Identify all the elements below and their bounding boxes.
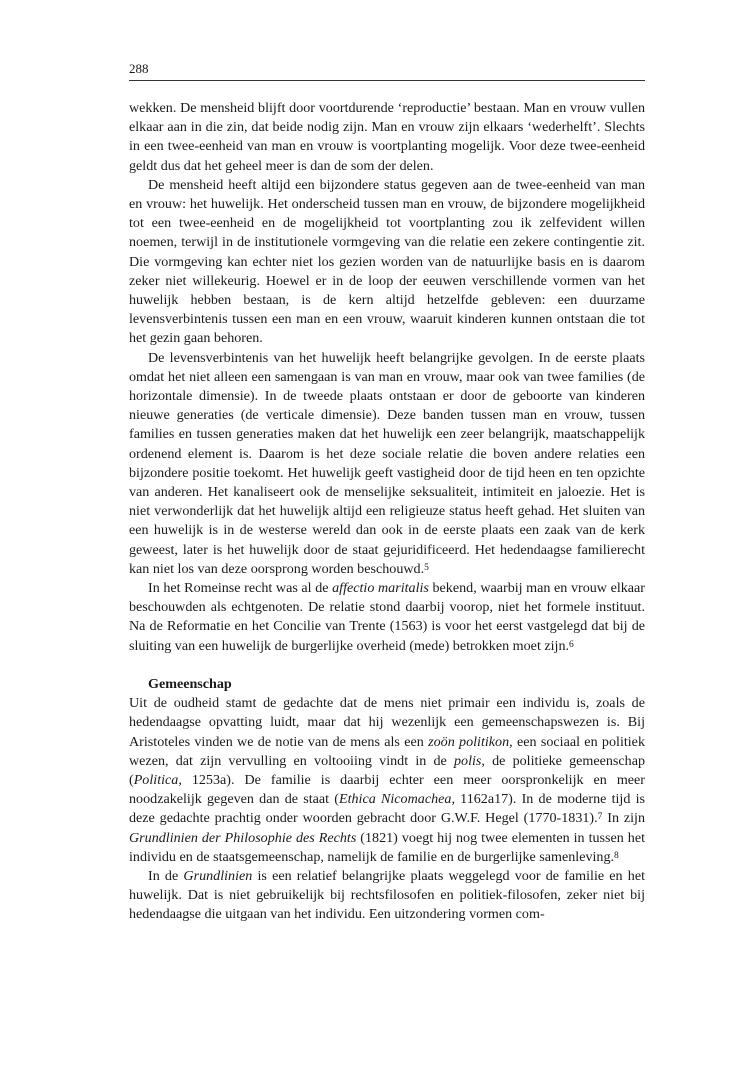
- footnote-marker: 5: [424, 562, 429, 573]
- text-run: bekend, waarbij man en vrouw elkaar beschouwden als echtgenoten. De relatie stond daarbij voorop, niet het formele instituut. Na de Reformatie en het Concilie van Trente (1563) is voor het eerst vastgelegd dat bij de sluiting van een huwelijk de burgerlijke overheid (mede) betrokken moet zijn.: [129, 580, 645, 654]
- footnote-marker: 7: [597, 812, 603, 823]
- text-run: , 1253a). De familie is daarbij echter een meer oorspronkelijk en meer noodzakelijk gegeven dan de staat (: [129, 771, 645, 808]
- paragraph: [129, 176, 645, 349]
- section-heading: Gemeenschap: [148, 675, 232, 692]
- italic-run: Politica: [133, 771, 179, 788]
- paragraph: [129, 99, 645, 176]
- paragraph: [129, 579, 645, 656]
- text-run: , de politieke gemeenschap (: [129, 752, 646, 788]
- paragraph: [129, 867, 645, 925]
- body-text: [129, 99, 645, 925]
- italic-run: zoön politikon: [428, 733, 510, 750]
- text-run: In het Romeinse recht was al de: [148, 580, 333, 597]
- footnote-marker: 8: [614, 850, 619, 861]
- italic-run: Grundlinien der Philosophie des Rechts: [129, 829, 357, 846]
- text-run: , 1162a17). In de moderne tijd is deze gedachte prachtig onder woorden gebracht door G.W.F. Hegel (1770-1831).: [129, 791, 645, 827]
- italic-run: affectio maritalis: [332, 580, 429, 597]
- text-run: (1821) voegt hij nog twee elementen in tussen het individu en de staatsgemeenschap, namelijk de familie en de burgerlijke samenleving.: [129, 829, 646, 865]
- text-run: wekken. De mensheid blijft door voortdurende ‘reproductie’ bestaan. Man en vrouw vullen elkaar aan in die zin, dat beide nodig zijn. Man en vrouw zijn elkaars ‘wederhelft’. Slechts in een twee-eenheid van man en vrouw is voortplanting mogelijk. Voor deze twee-eenheid geldt dus dat het geheel meer is dan de som der delen.: [129, 100, 645, 174]
- italic-run: polis: [453, 752, 482, 769]
- text-run: is een relatief belangrijke plaats weggelegd voor de familie en het huwelijk. Dat is niet gebruikelijk bij rechtsfilosofen en politiek-filosofen, zeker niet bij hedendaagse die uitgaan van het individu. Een uitzondering vormen com-: [129, 867, 645, 923]
- text-run: In zijn: [602, 810, 645, 827]
- footnote-marker: 6: [569, 639, 574, 650]
- italic-run: Grundlinien: [183, 867, 253, 884]
- text-run: In de: [148, 867, 184, 884]
- paragraph: [129, 349, 645, 579]
- text-run: De mensheid heeft altijd een bijzondere status gegeven aan de twee-eenheid van man en vrouw: het huwelijk. Het onderscheid tussen man en vrouw, de bijzondere mogelijkheid tot een twee-eenheid en de mogelijkheid tot voortplanting zou ik zelfevident willen noemen, terwijl in de institutionele vormgeving van die relatie een zekere contingentie zit. Die vormgeving kan echter niet los gezien worden van de natuurlijke basis en is daarom zeker niet willekeurig. Hoewel er in de loop der eeuwen verschillende vormen van het huwelijk hebben bestaan, is de kern altijd hetzelfde gebleven: een duurzame levensverbintenis tussen een man en een vrouw, waaruit kinderen kunnen ontstaan die tot het gezin gaan behoren.: [129, 176, 645, 347]
- text-run: De levensverbintenis van het huwelijk heeft belangrijke gevolgen. In de eerste plaats omdat het niet alleen een samengaan is van man en vrouw, maar ook van twee families (de horizontale dimensie). In de tweede plaats ontstaan er door de geboorte van kinderen nieuwe generaties (de verticale dimensie). Deze banden tussen man en vrouw, tussen families en tussen generaties maken dat het huwelijk een zeer belangrijk, maatschappelijk ordenend element is. Daarom is het deze sociale relatie die boven andere relaties een bijzondere positie toekomt. Het huwelijk geeft vastigheid door de tijd heen en ten opzichte van anderen. Het kanaliseert ook de menselijke seksualiteit, intimiteit en jaloezie. Het is niet verwonderlijk dat het huwelijk altijd een religieuze status heeft gehad. Het sluiten van een huwelijk is in de westerse wereld dan ook in de eerste plaats een zaak van de kerk geweest, later is het huwelijk door de staat gejuridificeerd. Het hedendaagse familierecht kan niet los van deze oorsprong worden beschouwd.: [129, 349, 645, 577]
- text-run: , een sociaal en politiek wezen, dat zijn vervulling en voltooiing vindt in de: [129, 733, 645, 769]
- page-number: 288: [129, 61, 149, 76]
- italic-run: Ethica Nicomachea: [338, 791, 452, 808]
- text-run: Uit de oudheid stamt de gedachte dat de mens niet primair een individu is, zoals de hedendaagse opvatting luidt, maar dat hij wezenlijk een gemeenschapswezen is. Bij Aristoteles vinden we de notie van de mens als een: [129, 695, 645, 750]
- paragraph: [129, 694, 645, 867]
- header-rule: [129, 80, 645, 81]
